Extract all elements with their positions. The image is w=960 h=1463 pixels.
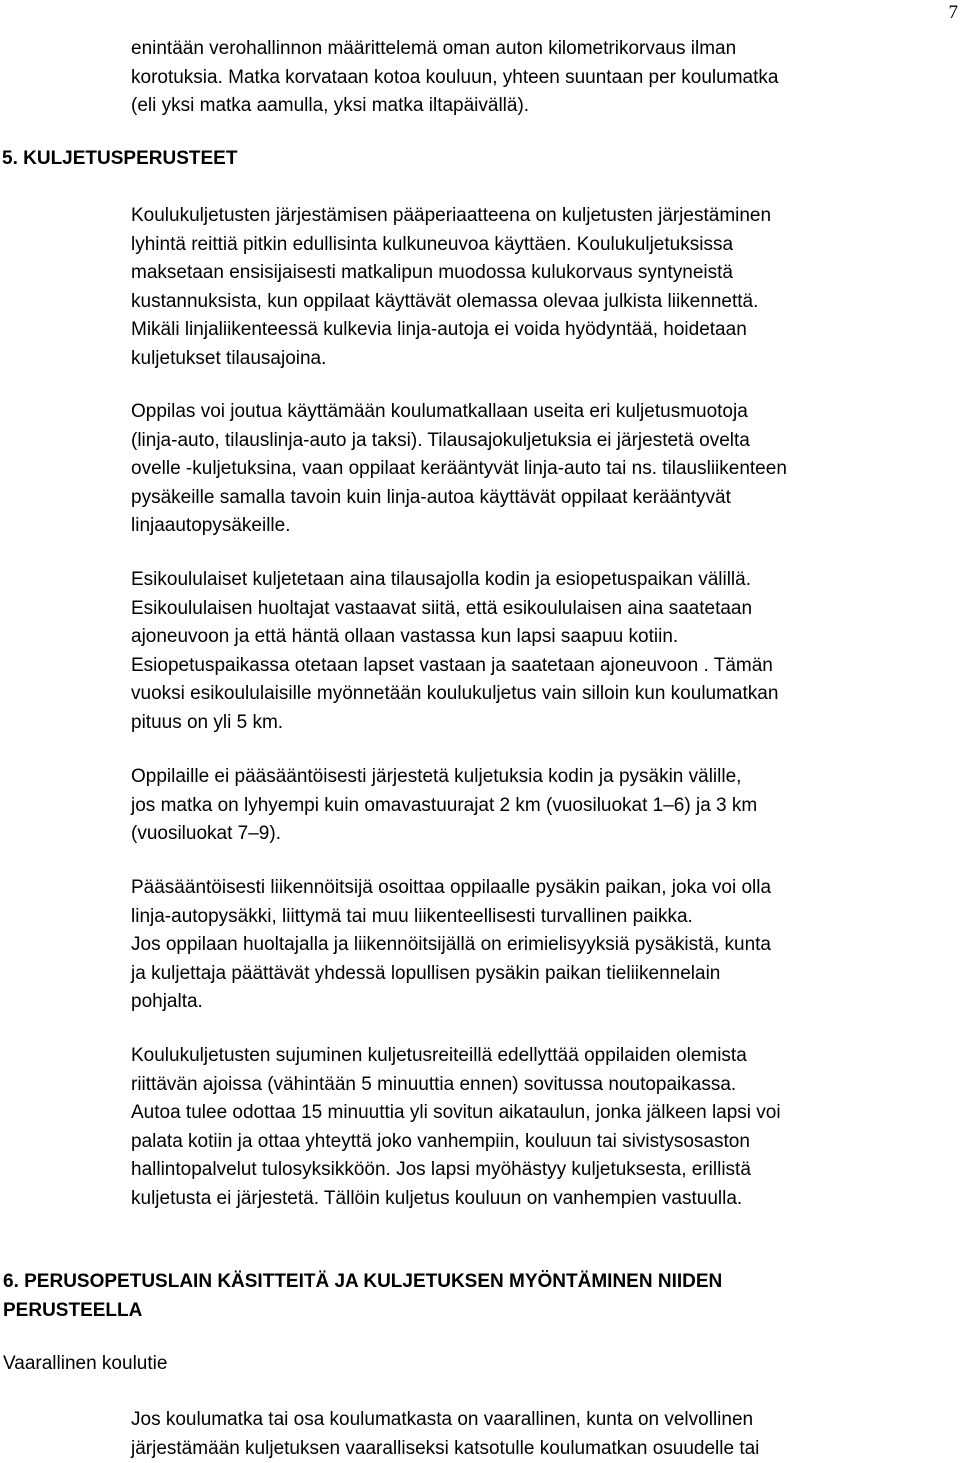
page-number: 7 — [948, 2, 958, 23]
section-6-heading — [3, 1268, 722, 1325]
text-line: Autoa tulee odottaa 15 minuuttia yli sovitun aikataulun, jonka jälkeen lapsi voi — [131, 1102, 781, 1124]
text-line: ovelle -kuljetuksina, vaan oppilaat kerääntyvät linja-auto tai ns. tilausliikenteen — [131, 458, 787, 480]
text-line: Mikäli linjaliikenteessä kulkevia linja-autoja ei voida hyödyntää, hoidetaan — [131, 319, 747, 341]
text-line: palata kotiin ja ottaa yhteyttä joko vanhempiin, kouluun tai sivistysosaston — [131, 1130, 750, 1152]
text-line: Esikoululaisen huoltajat vastaavat siitä, että esikoululaisen aina saatetaan — [131, 597, 753, 619]
text-line: jos matka on lyhyempi kuin omavastuurajat 2 km (vuosiluokat 1–6) ja 3 km — [131, 794, 758, 816]
text-line: kustannuksista, kun oppilaat käyttävät olemassa olevaa julkista liikennettä. — [131, 290, 759, 312]
text-line: pituus on yli 5 km. — [131, 711, 284, 733]
text-line: ajoneuvoon ja että häntä ollaan vastassa kun lapsi saapuu kotiin. — [131, 626, 679, 648]
text-line: vuoksi esikoululaisille myönnetään koulukuljetus vain silloin kun koulumatkan — [131, 683, 779, 705]
text-line: Oppilas voi joutua käyttämään koulumatkallaan useita eri kuljetusmuotoja — [131, 401, 748, 422]
text-line: pohjalta. — [131, 991, 203, 1013]
text-line: Esiopetuspaikassa otetaan lapset vastaan ja saatetaan ajoneuvoon . Tämän — [131, 654, 773, 676]
text-line: Oppilaille ei pääsääntöisesti järjestetä kuljetuksia kodin ja pysäkin välille, — [131, 766, 742, 787]
text-line: (vuosiluokat 7–9). — [131, 823, 281, 845]
text-line: Jos koulumatka tai osa koulumatkasta on vaarallinen, kunta on velvollinen — [131, 1409, 754, 1430]
section-5-paragraph-2 — [131, 398, 959, 541]
text-line: riittävän ajoissa (vähintään 5 minuuttia ennen) sovitussa noutopaikassa. — [131, 1073, 737, 1095]
text-line: järjestämään kuljetuksen vaaralliseksi katsotulle koulumatkan osuudelle tai — [131, 1437, 760, 1459]
intro-paragraph — [131, 35, 959, 121]
text-line: pysäkeille samalla tavoin kuin linja-autoa käyttävät oppilaat kerääntyvät — [131, 486, 731, 508]
text-line: Pääsääntöisesti liikennöitsijä osoittaa oppilaalle pysäkin paikan, joka voi olla — [131, 877, 772, 898]
text-line: hallintopalvelut tulosyksikköön. Jos lapsi myöhästyy kuljetuksesta, erillistä — [131, 1159, 751, 1181]
text-line: (eli yksi matka aamulla, yksi matka iltapäivällä). — [131, 95, 530, 117]
section-5-paragraph-6 — [131, 1042, 959, 1214]
text-line: Koulukuljetusten järjestämisen pääperiaatteena on kuljetusten järjestäminen — [131, 205, 772, 226]
heading-line: 6. PERUSOPETUSLAIN KÄSITTEITÄ JA KULJETUKSEN MYÖNTÄMINEN NIIDEN — [3, 1271, 723, 1292]
text-line: linja-autopysäkki, liittymä tai muu liikenteellisesti turvallinen paikka. — [131, 905, 693, 927]
text-line: enintään verohallinnon määrittelemä oman auton kilometrikorvaus ilman — [131, 38, 737, 59]
heading-line: PERUSTEELLA — [3, 1299, 143, 1321]
text-line: linjaautopysäkeille. — [131, 515, 291, 537]
section-6-paragraph — [131, 1406, 959, 1463]
section-5-heading: 5. KULJETUSPERUSTEET — [2, 148, 238, 169]
section-5-paragraph-3 — [131, 566, 959, 738]
section-5-paragraph-5 — [131, 874, 959, 1017]
section-5-paragraph-1 — [131, 202, 959, 374]
text-line: maksetaan ensisijaisesti matkalipun muodossa kulukorvaus syntyneistä — [131, 262, 733, 284]
text-line: Esikoululaiset kuljetetaan aina tilausajolla kodin ja esiopetuspaikan välillä. — [131, 569, 751, 590]
text-line: kuljetukset tilausajoina. — [131, 347, 327, 369]
section-5-paragraph-4 — [131, 763, 959, 849]
text-line: (linja-auto, tilauslinja-auto ja taksi). Tilausajokuljetuksia ei järjestetä ovelta — [131, 429, 750, 451]
text-line: korotuksia. Matka korvataan kotoa kouluun, yhteen suuntaan per koulumatka — [131, 66, 779, 88]
text-line: lyhintä reittiä pitkin edullisinta kulkuneuvoa käyttäen. Koulukuljetuksissa — [131, 233, 734, 255]
text-line: kuljetusta ei järjestetä. Tällöin kuljetus kouluun on vanhempien vastuulla. — [131, 1187, 743, 1209]
text-line: Jos oppilaan huoltajalla ja liikennöitsijällä on erimielisyyksiä pysäkistä, kunta — [131, 934, 771, 956]
section-6-subheading: Vaarallinen koulutie — [3, 1353, 168, 1374]
text-line: Koulukuljetusten sujuminen kuljetusreiteillä edellyttää oppilaiden olemista — [131, 1045, 747, 1066]
text-line: ja kuljettaja päättävät yhdessä lopullisen pysäkin paikan tieliikennelain — [131, 962, 721, 984]
